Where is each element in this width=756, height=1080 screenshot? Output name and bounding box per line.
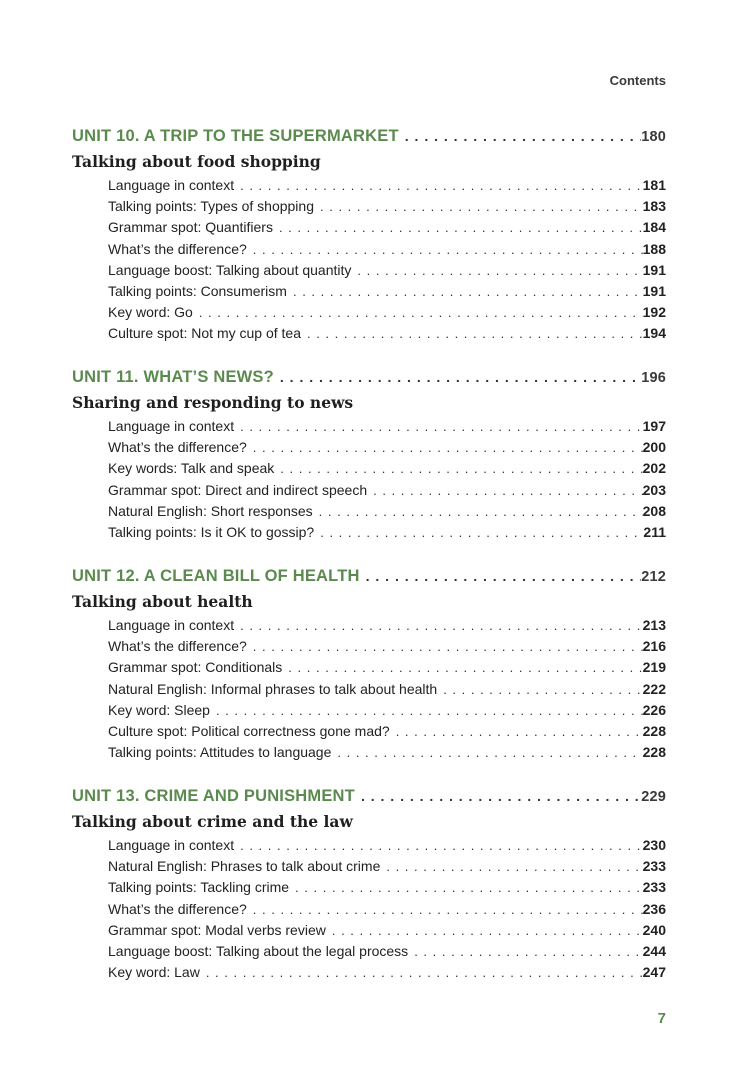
entry-label: Talking points: Tackling crime bbox=[108, 879, 290, 896]
toc-entry[interactable] bbox=[108, 721, 666, 742]
unit-title-row[interactable] bbox=[72, 785, 666, 807]
toc-entry[interactable] bbox=[108, 501, 666, 522]
entry-label: Key word: Law bbox=[108, 964, 200, 981]
toc-entry[interactable] bbox=[108, 742, 666, 763]
entry-label: What’s the difference? bbox=[108, 900, 247, 917]
toc-entry[interactable] bbox=[108, 458, 666, 479]
leader-dots bbox=[314, 522, 643, 543]
entry-label: Talking points: Is it OK to gossip? bbox=[108, 523, 315, 540]
leader-dots bbox=[274, 458, 642, 479]
unit-10-section bbox=[72, 125, 666, 345]
entry-label: Culture spot: Not my cup of tea bbox=[108, 325, 301, 342]
entry-page-number: 230 bbox=[642, 837, 666, 853]
entry-label: Grammar spot: Direct and indirect speech bbox=[108, 481, 368, 498]
entry-page-number: 192 bbox=[642, 304, 666, 321]
entry-page-number: 181 bbox=[642, 177, 666, 193]
toc-entry[interactable] bbox=[108, 239, 666, 260]
leader-dots bbox=[282, 657, 642, 678]
leader-dots bbox=[234, 416, 643, 437]
toc-entry[interactable] bbox=[108, 480, 666, 501]
leader-dots bbox=[380, 856, 642, 877]
leader-dots bbox=[247, 437, 643, 458]
entry-page-number: 202 bbox=[642, 460, 666, 477]
toc-entry[interactable] bbox=[108, 962, 666, 983]
leader-dots bbox=[301, 323, 643, 344]
entry-label: Natural English: Informal phrases to talk about health bbox=[108, 680, 438, 697]
entry-page-number: 200 bbox=[642, 439, 666, 456]
entry-label: Language in context bbox=[108, 177, 235, 193]
entry-label: Talking points: Types of shopping bbox=[108, 198, 314, 215]
entry-page-number: 203 bbox=[642, 481, 666, 498]
toc-entry[interactable] bbox=[108, 636, 666, 657]
toc-entry[interactable] bbox=[108, 260, 666, 281]
entry-page-number: 194 bbox=[642, 325, 666, 342]
toc-entry[interactable] bbox=[108, 437, 666, 458]
unit-page-number: 212 bbox=[641, 569, 666, 585]
running-head: Contents bbox=[609, 73, 666, 88]
unit-title: UNIT 10. A TRIP TO THE SUPERMARKET bbox=[72, 127, 399, 145]
leader-dots bbox=[355, 785, 641, 807]
toc-entry[interactable] bbox=[108, 196, 666, 217]
entry-page-number: 228 bbox=[642, 744, 666, 761]
unit-page-number: 229 bbox=[641, 789, 666, 805]
toc-entry[interactable] bbox=[108, 679, 666, 700]
leader-dots bbox=[247, 636, 643, 657]
unit-title-row[interactable] bbox=[72, 366, 666, 388]
leader-dots bbox=[247, 899, 643, 920]
entry-page-number: 236 bbox=[642, 900, 666, 917]
entry-page-number: 191 bbox=[642, 261, 666, 278]
leader-dots bbox=[273, 217, 643, 238]
page-number: 7 bbox=[657, 1010, 666, 1027]
entry-page-number: 226 bbox=[642, 701, 666, 718]
entry-label: Language boost: Talking about the legal process bbox=[108, 942, 409, 959]
unit-title: UNIT 12. A CLEAN BILL OF HEALTH bbox=[72, 567, 360, 585]
entry-page-number: 240 bbox=[642, 921, 666, 938]
entry-label: What’s the difference? bbox=[108, 638, 247, 655]
entry-page-number: 216 bbox=[642, 638, 666, 655]
toc-entry[interactable] bbox=[108, 522, 666, 543]
leader-dots bbox=[351, 260, 642, 281]
entry-page-number: 211 bbox=[643, 523, 666, 540]
toc-entry[interactable] bbox=[108, 615, 666, 636]
entry-label: Key words: Talk and speak bbox=[108, 460, 275, 477]
toc-entry[interactable] bbox=[108, 899, 666, 920]
entry-label: Talking points: Consumerism bbox=[108, 282, 287, 299]
entry-page-number: 191 bbox=[642, 282, 666, 299]
toc-entry[interactable] bbox=[108, 217, 666, 238]
entry-page-number: 247 bbox=[642, 964, 666, 981]
toc-entry[interactable] bbox=[108, 700, 666, 721]
entry-page-number: 188 bbox=[642, 240, 666, 257]
entry-page-number: 219 bbox=[642, 659, 666, 676]
leader-dots bbox=[399, 125, 641, 147]
entry-label: Grammar spot: Quantifiers bbox=[108, 219, 273, 236]
leader-dots bbox=[367, 480, 643, 501]
entry-label: Grammar spot: Modal verbs review bbox=[108, 921, 326, 938]
leader-dots bbox=[331, 742, 642, 763]
unit-11-section bbox=[72, 366, 666, 543]
entry-label: What’s the difference? bbox=[108, 240, 247, 257]
unit-title: UNIT 13. CRIME AND PUNISHMENT bbox=[72, 787, 355, 805]
leader-dots bbox=[313, 501, 643, 522]
entry-label: Natural English: Short responses bbox=[108, 502, 313, 519]
entry-label: Natural English: Phrases to talk about crime bbox=[108, 858, 381, 875]
leader-dots bbox=[360, 565, 642, 587]
entry-label: Language in context bbox=[108, 418, 235, 434]
entry-label: Culture spot: Political correctness gone mad? bbox=[108, 722, 390, 739]
unit-subtitle: Talking about crime and the law bbox=[72, 812, 353, 831]
leader-dots bbox=[247, 239, 643, 260]
leader-dots bbox=[437, 679, 642, 700]
leader-dots bbox=[408, 941, 642, 962]
toc-entry[interactable] bbox=[108, 856, 666, 877]
leader-dots bbox=[234, 615, 643, 636]
entry-page-number: 183 bbox=[642, 198, 666, 215]
unit-page-number: 196 bbox=[641, 370, 666, 386]
entry-page-number: 233 bbox=[642, 858, 666, 875]
entry-page-number: 222 bbox=[642, 680, 666, 697]
unit-title-row[interactable] bbox=[72, 565, 666, 587]
entry-label: Grammar spot: Conditionals bbox=[108, 659, 283, 676]
leader-dots bbox=[193, 302, 643, 323]
unit-title: UNIT 11. WHAT’S NEWS? bbox=[72, 368, 274, 386]
entry-label: Language in context bbox=[108, 617, 235, 633]
entry-page-number: 233 bbox=[642, 879, 666, 896]
toc-entry[interactable] bbox=[108, 302, 666, 323]
entry-label: What’s the difference? bbox=[108, 439, 247, 456]
unit-subtitle: Talking about food shopping bbox=[72, 152, 321, 171]
toc-entry[interactable] bbox=[108, 281, 666, 302]
toc-entry[interactable] bbox=[108, 657, 666, 678]
entry-page-number: 208 bbox=[642, 502, 666, 519]
toc-entry[interactable] bbox=[108, 835, 666, 856]
unit-title-row[interactable] bbox=[72, 125, 666, 147]
entry-label: Language boost: Talking about quantity bbox=[108, 261, 352, 278]
leader-dots bbox=[289, 877, 643, 898]
unit-subtitle: Sharing and responding to news bbox=[72, 393, 354, 412]
unit-12-section bbox=[72, 565, 666, 763]
unit-subtitle: Talking about health bbox=[72, 592, 253, 611]
toc-entry[interactable] bbox=[108, 877, 666, 898]
toc-entry[interactable] bbox=[108, 416, 666, 437]
entry-page-number: 228 bbox=[642, 722, 666, 739]
entry-label: Key word: Go bbox=[108, 304, 193, 321]
leader-dots bbox=[200, 962, 643, 983]
leader-dots bbox=[287, 281, 643, 302]
leader-dots bbox=[234, 175, 643, 196]
leader-dots bbox=[390, 721, 643, 742]
entry-page-number: 197 bbox=[642, 418, 666, 434]
leader-dots bbox=[210, 700, 643, 721]
unit-13-section bbox=[72, 785, 666, 983]
leader-dots bbox=[234, 835, 643, 856]
entry-page-number: 184 bbox=[642, 219, 666, 236]
entry-label: Talking points: Attitudes to language bbox=[108, 744, 332, 761]
toc-entry[interactable] bbox=[108, 323, 666, 344]
entry-label: Key word: Sleep bbox=[108, 701, 210, 718]
leader-dots bbox=[326, 920, 643, 941]
unit-page-number: 180 bbox=[641, 129, 666, 145]
toc-entry[interactable] bbox=[108, 920, 666, 941]
entry-label: Language in context bbox=[108, 837, 235, 853]
leader-dots bbox=[314, 196, 643, 217]
leader-dots bbox=[274, 366, 641, 388]
toc-entry[interactable] bbox=[108, 175, 666, 196]
toc-entry[interactable] bbox=[108, 941, 666, 962]
entry-page-number: 244 bbox=[642, 942, 666, 959]
entry-page-number: 213 bbox=[642, 617, 666, 633]
